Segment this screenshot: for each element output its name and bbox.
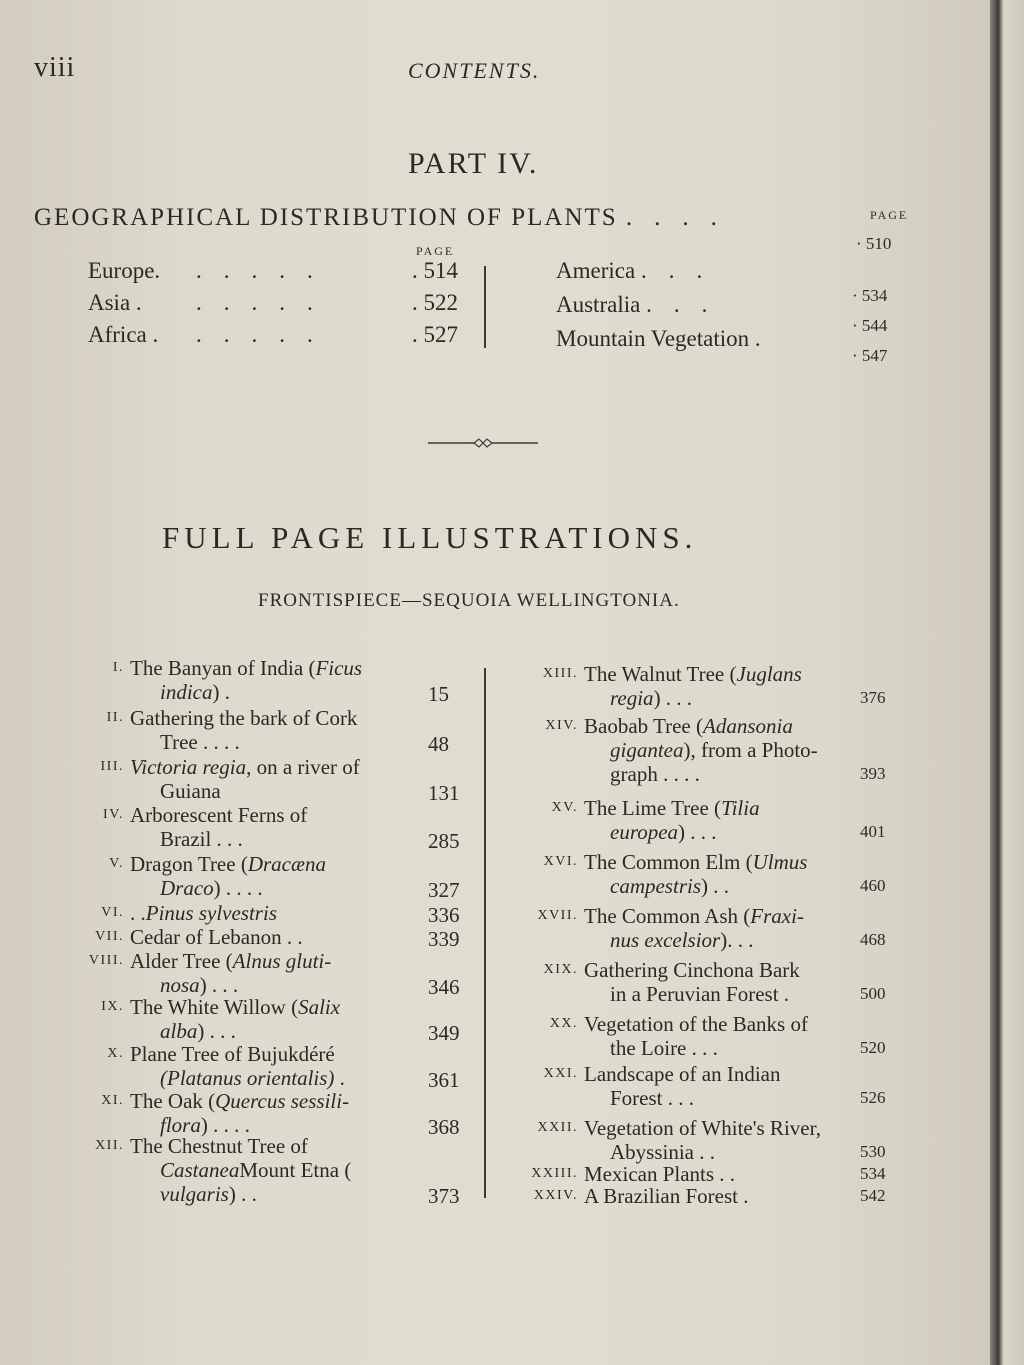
entry-text: , on a river of <box>246 755 360 779</box>
entry-text: Adansonia <box>703 714 793 738</box>
entry-text: Tilia <box>721 796 760 820</box>
entry-text: The Common Ash ( <box>584 904 751 928</box>
plate-page-number: 460 <box>860 876 886 895</box>
entry-text: The Chestnut Tree of <box>130 1134 308 1158</box>
entry-text: ) . . . <box>199 973 239 997</box>
entry-text: ) . . . <box>653 686 693 710</box>
entry-text: ). . . <box>720 928 754 952</box>
entry-text: Dragon Tree ( <box>130 852 248 876</box>
entry-text: Arborescent Ferns of <box>130 803 308 827</box>
plate-title-line <box>130 949 331 974</box>
plate-page-number: 346 <box>428 975 460 999</box>
entry-text: ) . . . . <box>213 876 263 900</box>
entry-text: The Banyan of India ( <box>130 656 316 680</box>
plate-title-line <box>130 803 307 828</box>
plate-title-line <box>130 1134 308 1159</box>
entry-text: Mount Etna ( <box>239 1158 352 1182</box>
plate-page-number: 542 <box>860 1186 886 1205</box>
entry-text: in a Peruvian Forest . <box>610 982 790 1006</box>
plate-number: X. <box>107 1046 124 1061</box>
frontispiece-line: FRONTISPIECE—SEQUOIA WELLINGTONIA. <box>258 590 680 611</box>
entry-text: The White Willow ( <box>130 995 299 1019</box>
plate-number: XVI. <box>543 854 578 869</box>
plate-page-number: 339 <box>428 927 460 951</box>
plate-number: XIV. <box>545 718 578 733</box>
entry-text: campestris <box>610 874 701 898</box>
plate-page-number: 349 <box>428 1021 460 1045</box>
plate-title-line <box>160 827 243 852</box>
plate-title-line <box>610 874 729 899</box>
entry-text: ) . . . <box>678 820 717 844</box>
plate-title-line <box>584 714 793 739</box>
entry-text: indica <box>160 680 213 704</box>
ornament-divider <box>428 436 538 450</box>
entry-text: . . <box>130 901 146 925</box>
entry-text: Gathering Cinchona Bark <box>584 958 800 982</box>
entry-text: . <box>334 1066 345 1090</box>
plate-title-line <box>130 901 277 926</box>
plate-page-number: 373 <box>428 1184 460 1208</box>
entry-text: alba <box>160 1019 198 1043</box>
plate-page-number: 15 <box>428 682 449 706</box>
plate-title-line <box>160 1066 345 1091</box>
plate-title-line <box>584 850 807 875</box>
entry-text: ), from a Photo- <box>683 738 818 762</box>
entry-text: The Lime Tree ( <box>584 796 722 820</box>
region-europe-page: . 514 <box>412 258 458 283</box>
column-divider <box>484 266 486 348</box>
plate-title-line <box>584 1116 821 1141</box>
entry-text: Salix <box>298 995 341 1019</box>
plate-number: XIX. <box>543 962 578 977</box>
entry-text: Dracæna <box>247 852 326 876</box>
entry-text: Brazil . . . <box>160 827 243 851</box>
plate-number: III. <box>100 759 124 774</box>
entry-text: Abyssinia . . <box>610 1140 715 1164</box>
region-australia: Australia ... <box>556 292 730 317</box>
plate-title-line <box>584 1012 808 1037</box>
entry-text: europea <box>610 820 679 844</box>
plate-number: XII. <box>95 1138 124 1153</box>
plate-title-line <box>130 706 357 731</box>
plate-title-line <box>584 904 804 929</box>
plate-title-line <box>610 762 700 787</box>
section-title: GEOGRAPHICAL DISTRIBUTION OF PLANTS .... <box>34 204 739 231</box>
plate-title-line <box>130 755 360 780</box>
entry-text: Ulmus <box>752 850 808 874</box>
plate-page-number: 327 <box>428 878 460 902</box>
plate-page-number: 376 <box>860 688 886 707</box>
entry-text: Victoria regia <box>130 755 247 779</box>
leader-dots: ..... <box>196 258 335 283</box>
entry-text: nus excelsior <box>610 928 721 952</box>
plate-number: XXIV. <box>533 1188 578 1203</box>
plate-title-line <box>160 876 263 901</box>
plate-title-line <box>610 738 818 763</box>
illustrations-title: FULL PAGE ILLUSTRATIONS. <box>162 520 698 555</box>
plate-number: XXIII. <box>531 1166 578 1181</box>
plate-title-line <box>584 662 802 687</box>
plate-number: XI. <box>101 1093 124 1108</box>
region-africa-page: . 527 <box>412 322 458 347</box>
plate-page-number: 530 <box>860 1142 886 1161</box>
region-africa: Africa . <box>88 322 159 347</box>
entry-text: Guiana <box>160 779 221 803</box>
entry-text: vulgaris <box>160 1182 229 1206</box>
plate-page-number: 285 <box>428 829 460 853</box>
page-folio: viii <box>34 52 76 83</box>
plate-title-line <box>160 1019 236 1044</box>
plate-title-line <box>584 1062 781 1087</box>
plate-title-line <box>610 1036 718 1061</box>
region-asia: Asia . <box>88 290 142 315</box>
plate-title-line <box>584 796 760 821</box>
entry-text: Tree . . . . <box>160 730 240 754</box>
entry-text: Fraxi- <box>750 904 804 928</box>
entry-text: A Brazilian Forest . <box>584 1184 749 1208</box>
plate-number: IX. <box>101 999 124 1014</box>
plate-number: XXII. <box>537 1120 578 1135</box>
plate-title-line <box>610 686 692 711</box>
plate-number: V. <box>109 856 124 871</box>
plate-page-number: 361 <box>428 1068 460 1092</box>
plate-title-line <box>130 1042 335 1067</box>
plate-page-number: 520 <box>860 1038 886 1057</box>
plate-title-line <box>584 1184 748 1209</box>
entry-text: The Walnut Tree ( <box>584 662 737 686</box>
plate-number: VIII. <box>88 953 124 968</box>
plate-title-line <box>610 820 717 845</box>
plate-title-line <box>160 730 240 755</box>
plate-title-line <box>130 1089 349 1114</box>
plate-number: I. <box>112 660 124 675</box>
entry-text: Mexican Plants . . <box>584 1162 736 1186</box>
entry-text: the Loire . . . <box>610 1036 718 1060</box>
part-title: PART IV. <box>408 147 539 180</box>
column-divider <box>484 668 486 1198</box>
plate-title-line <box>160 1182 257 1207</box>
plate-title-line <box>130 925 303 950</box>
entry-text: Vegetation of the Banks of <box>584 1012 808 1036</box>
entry-text: Forest . . . <box>610 1086 694 1110</box>
entry-text: The Oak ( <box>130 1089 216 1113</box>
plate-number: XV. <box>551 800 578 815</box>
entry-text: ) . . . <box>197 1019 236 1043</box>
page-column-label: PAGE <box>870 208 909 222</box>
region-australia-page: · 544 <box>852 316 888 335</box>
entry-text: Pinus sylvestris <box>145 901 277 925</box>
region-asia-page: . 522 <box>412 290 458 315</box>
leader-dots: ..... <box>196 290 335 315</box>
entry-text: (Platanus orientalis) <box>160 1066 335 1090</box>
plate-page-number: 336 <box>428 903 460 927</box>
entry-text: Gathering the bark of Cork <box>130 706 358 730</box>
region-mountain: Mountain Vegetation . <box>556 326 783 351</box>
plate-number: VI. <box>101 905 124 920</box>
entry-text: Juglans <box>736 662 802 686</box>
entry-text: Alder Tree ( <box>130 949 233 973</box>
entry-text: Alnus gluti- <box>232 949 332 973</box>
plate-number: IV. <box>103 807 124 822</box>
plate-title-line <box>160 779 221 804</box>
plate-page-number: 393 <box>860 764 886 783</box>
section-page-number: · 510 <box>856 234 892 253</box>
entry-text: Draco <box>160 876 214 900</box>
plate-title-line <box>130 852 326 877</box>
entry-text: ) . . <box>701 874 729 898</box>
plate-title-line <box>584 958 800 983</box>
plate-page-number: 534 <box>860 1164 886 1183</box>
plate-title-line <box>610 928 753 953</box>
entry-text: Landscape of an Indian <box>584 1062 781 1086</box>
plate-page-number: 48 <box>428 732 449 756</box>
plate-page-number: 468 <box>860 930 886 949</box>
entry-text: Plane Tree of Bujukdéré <box>130 1042 335 1066</box>
plate-page-number: 131 <box>428 781 460 805</box>
entry-text: Quercus sessili- <box>215 1089 350 1113</box>
entry-text: gigantea <box>610 738 684 762</box>
entry-text: Ficus <box>315 656 363 680</box>
leader-dots: ..... <box>196 322 335 347</box>
plate-title-line <box>130 995 340 1020</box>
plate-number: XX. <box>549 1016 578 1031</box>
plate-page-number: 368 <box>428 1115 460 1139</box>
region-mountain-page: · 547 <box>852 346 888 365</box>
entry-text: regia <box>610 686 654 710</box>
entry-text: graph . . . . <box>610 762 700 786</box>
entry-text: Cedar of Lebanon . . <box>130 925 303 949</box>
region-america: America ... <box>556 258 725 283</box>
plate-number: VII. <box>95 929 124 944</box>
entry-text: Baobab Tree ( <box>584 714 703 738</box>
region-america-page: · 534 <box>852 286 888 305</box>
plate-page-number: 526 <box>860 1088 886 1107</box>
plate-number: XIII. <box>542 666 578 681</box>
plate-title-line <box>610 982 789 1007</box>
plate-page-number: 500 <box>860 984 886 1003</box>
plate-number: XVII. <box>537 908 578 923</box>
plate-title-line <box>160 1158 351 1183</box>
plate-number: II. <box>106 710 124 725</box>
page-column-label-left: PAGE <box>416 244 455 258</box>
entry-text: flora <box>160 1113 201 1137</box>
entry-text: ) . <box>212 680 230 704</box>
next-page-edge <box>990 0 1024 1365</box>
plate-title-line <box>610 1086 694 1111</box>
region-europe: Europe. <box>88 258 161 283</box>
plate-number: XXI. <box>543 1066 578 1081</box>
entry-text: ) . . <box>228 1182 257 1206</box>
plate-title-line <box>130 656 362 681</box>
plate-page-number: 401 <box>860 822 886 841</box>
entry-text: nosa <box>160 973 200 997</box>
entry-text: Vegetation of White's River, <box>584 1116 821 1140</box>
plate-title-line <box>160 680 230 705</box>
entry-text: The Common Elm ( <box>584 850 753 874</box>
running-head: CONTENTS. <box>408 58 541 83</box>
entry-text: ) . . . . <box>200 1113 250 1137</box>
entry-text: Castanea <box>160 1158 240 1182</box>
